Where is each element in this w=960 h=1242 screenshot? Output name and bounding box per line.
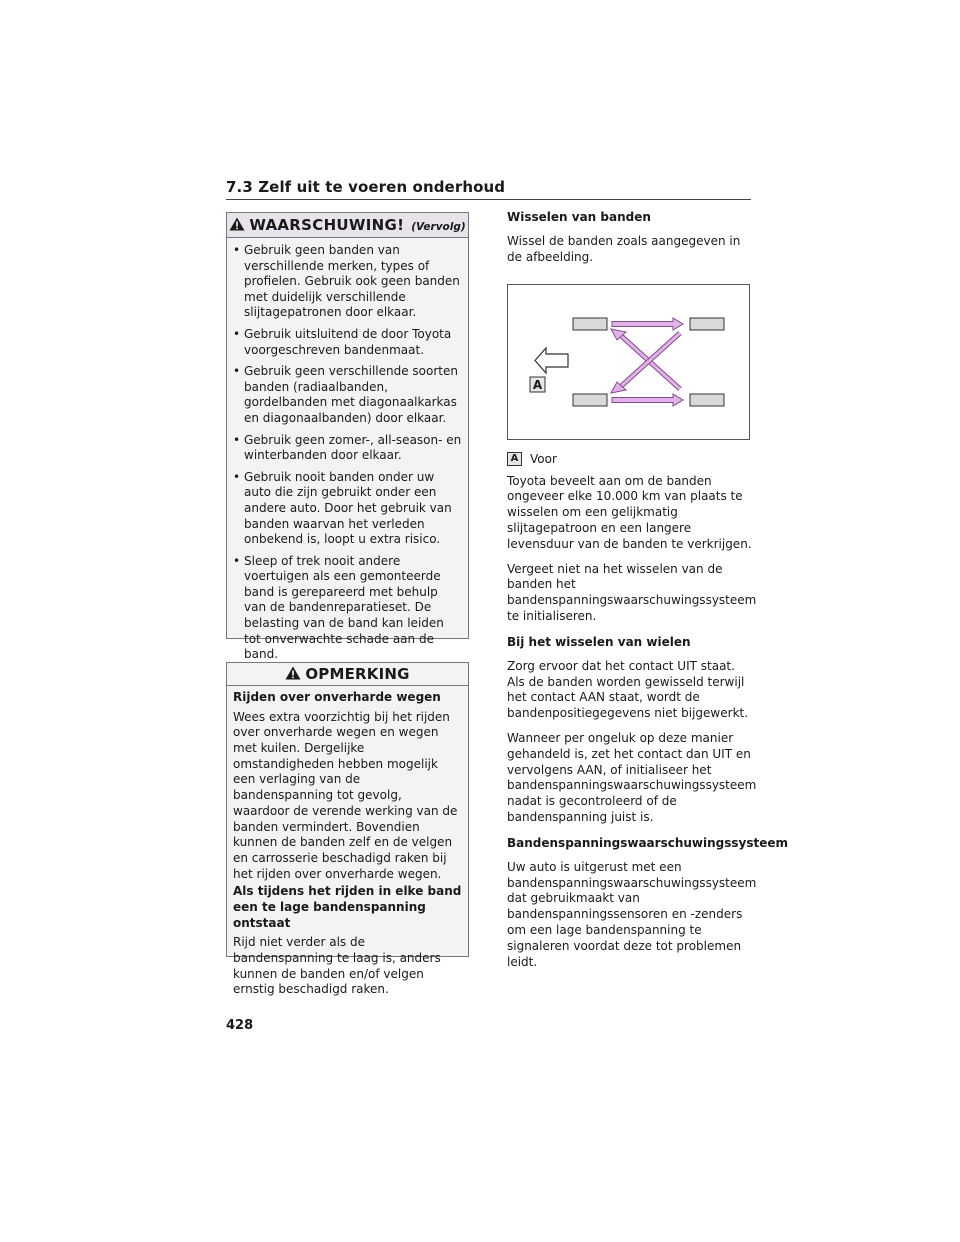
heading-tpms: Bandenspanningswaarschuwingssysteem <box>507 835 789 850</box>
list-item: • Sleep of trek nooit andere voertuigen als een gemonteerde band is gerepareerd met behulp van de bandenreparatieset. De belasting van de band kan leiden tot onverwachte schade aan de band. <box>233 553 444 662</box>
page-number: 428 <box>226 1018 254 1033</box>
heading-tire-rotation: Wisselen van banden <box>507 210 651 224</box>
warning-list <box>227 238 468 663</box>
list-item: • Gebruik uitsluitend de door Toyota voorgeschreven bandenmaat. <box>233 326 452 357</box>
list-item-text: Gebruik geen zomer-, all-season- en winterbanden door elkaar. <box>244 432 462 463</box>
list-item-text: Gebruik nooit banden onder uw auto die zijn gebruikt onder een andere auto. Door het gebruik van banden waarvan het verleden onbekend is, loopt u extra risico. <box>244 469 452 547</box>
arrow-top <box>612 318 683 330</box>
legend-text: Voor <box>530 451 557 466</box>
note-body <box>227 686 468 998</box>
list-item: • Gebruik nooit banden onder uw auto die zijn gebruikt onder een andere auto. Door het gebruik van banden waarvan het verleden onbekend is, loopt u extra risico. <box>233 469 452 547</box>
note-title: OPMERKING <box>305 665 410 683</box>
paragraph: Zorg ervoor dat het contact UIT staat. Als de banden worden gewisseld terwijl het contact AAN staat, wordt de bandenpositiegegevens niet bijgewerkt. <box>507 658 749 721</box>
note-heading: Rijden over onverharde wegen <box>233 690 441 704</box>
warning-triangle-icon <box>285 665 301 684</box>
tire-front-right <box>573 394 607 406</box>
list-item: • Gebruik geen zomer-, all-season- en winterbanden door elkaar. <box>233 432 462 463</box>
note-heading: Als tijdens het rijden in elke band een te lage bandenspanning ontstaat <box>233 884 462 930</box>
tire-rear-left <box>690 318 724 330</box>
list-item-text: Gebruik geen banden van verschillende merken, types of profielen. Gebruik ook geen banden met duidelijk verschillende slijtagepatronen door elkaar. <box>244 243 460 320</box>
paragraph: Toyota beveelt aan om de banden ongeveer elke 10.000 km van plaats te wisselen om een gelijkmatig slijtagepatroon en een langere levensduur van de banden te verkrijgen. <box>507 473 752 551</box>
paragraph: Uw auto is uitgerust met een bandenspanningswaarschuwingssysteem dat gebruikmaakt van bandenspanningssensoren en -zenders om een lage bandenspanning te signaleren voordat deze tot problemen leidt. <box>507 859 757 969</box>
heading-wheel-change: Bij het wisselen van wielen <box>507 634 691 649</box>
label-a: A <box>532 377 543 392</box>
warning-subtitle: (Vervolg) <box>411 221 466 233</box>
tire-front-left <box>573 318 607 330</box>
section-title: 7.3 Zelf uit te voeren onderhoud <box>226 178 506 196</box>
right-column <box>507 209 789 979</box>
arrow-bottom <box>612 394 683 406</box>
legend-row <box>507 452 755 466</box>
note-paragraph: Rijd niet verder als de bandenspanning te laag is, anders kunnen de banden en/of velgen ernstig beschadigd raken. <box>233 935 441 997</box>
warning-header <box>227 213 468 238</box>
list-item-text: Gebruik geen verschillende soorten banden (radiaalbanden, gordelbanden met diagonaalkarkas en diagonaalbanden) door elkaar. <box>244 364 458 425</box>
paragraph: Wanneer per ongeluk op deze manier gehandeld is, zet het contact dan UIT en vervolgens AAN, of initialiseer het bandenspanningswaarschuwingssysteem nadat is gecontroleerd of de bandenspanning juist is. <box>507 730 757 824</box>
warning-triangle-icon <box>229 216 245 235</box>
arrow-diagonal-up-right <box>611 333 680 393</box>
list-item: • Gebruik geen verschillende soorten banden (radiaalbanden, gordelbanden met diagonaalkarkas en diagonaalbanden) door elkaar. <box>233 364 458 425</box>
note-paragraph: Wees extra voorzichtig bij het rijden over onverharde wegen en wegen met kuilen. Dergelijke omstandigheden hebben mogelijk een verlaging van de bandenspanning tot gevolg, waardoor de verende werking van de banden vermindert. Bovendien kunnen de banden zelf en de velgen en carrosserie beschadigd raken bij het rijden over onverharde wegen. <box>233 709 458 881</box>
tire-rotation-figure <box>507 284 750 440</box>
tire-rotation-diagram <box>508 285 751 441</box>
arrow-left-icon <box>535 348 568 373</box>
list-item-text: Gebruik uitsluitend de door Toyota voorgeschreven bandenmaat. <box>244 326 452 357</box>
list-item: • Gebruik geen banden van verschillende merken, types of profielen. Gebruik ook geen banden met duidelijk verschillende slijtagepatronen door elkaar. <box>233 243 460 320</box>
paragraph: Vergeet niet na het wisselen van de banden het bandenspanningswaarschuwingssysteem te initialiseren. <box>507 561 757 623</box>
tire-rear-right <box>690 394 724 406</box>
arrow-diagonal-down-right <box>611 329 680 389</box>
section-divider <box>226 199 751 200</box>
note-box <box>226 662 469 997</box>
list-item-text: Sleep of trek nooit andere voertuigen als een gemonteerde band is gerepareerd met behulp van de bandenreparatieset. De belasting van de band kan leiden tot onverwachte schade aan de band. <box>244 553 444 662</box>
warning-box <box>226 212 469 662</box>
paragraph: Wissel de banden zoals aangegeven in de afbeelding. <box>507 234 741 264</box>
warning-title: WAARSCHUWING! <box>249 216 405 234</box>
legend-key: A <box>507 452 522 466</box>
note-header <box>227 663 468 686</box>
